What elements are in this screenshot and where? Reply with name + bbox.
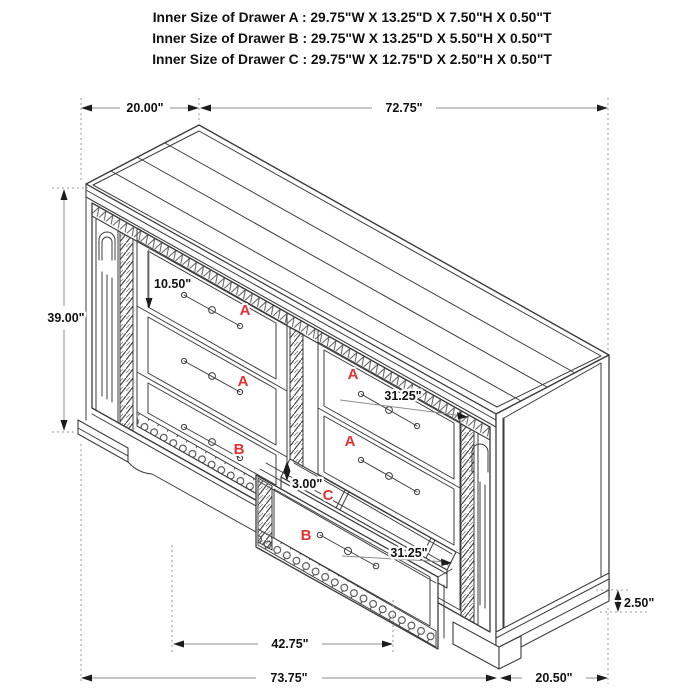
- label-drawer-b: B: [300, 527, 312, 544]
- label-drawer-a: A: [239, 302, 251, 319]
- dresser-drawing: [78, 125, 609, 669]
- dim-top-depth-value: 20.00": [126, 101, 164, 115]
- label-drawer-c: C: [322, 487, 334, 504]
- dim-drawer-c-height-value: 3.00": [292, 477, 323, 491]
- dim-base-height-value: 2.50": [624, 596, 655, 610]
- dim-drawer-width-top-value: 31.25": [384, 389, 422, 403]
- dim-top-width-value: 72.75": [385, 101, 423, 115]
- drawer-b-size-note: Inner Size of Drawer B : 29.75"W X 13.25"D X 5.50"H X 0.50"T: [152, 31, 552, 46]
- label-drawer-a: A: [344, 433, 356, 450]
- drawer-c-size-note: Inner Size of Drawer C : 29.75"W X 12.75"D X 2.50"H X 0.50"T: [152, 52, 552, 67]
- left-foot: [78, 420, 128, 462]
- dim-overall-width-value: 73.75": [270, 671, 308, 685]
- label-drawer-b: B: [233, 441, 245, 458]
- drawer-a-size-note: Inner Size of Drawer A : 29.75"W X 13.25"D X 7.50"H X 0.50"T: [152, 10, 552, 25]
- dim-apron-width-value: 42.75": [271, 637, 309, 651]
- carved-column-left: [120, 232, 133, 431]
- dim-drawer-front-height-value: 10.50": [154, 277, 192, 291]
- dim-overall-height: [47, 188, 88, 432]
- dim-overall-depth-value: 20.50": [535, 671, 573, 685]
- label-drawer-a: A: [237, 373, 249, 390]
- header-notes: [152, 10, 552, 67]
- dim-drawer-width-bottom-value: 31.25": [390, 546, 428, 560]
- dim-overall-height-value: 39.00": [47, 311, 85, 325]
- label-drawer-a: A: [347, 366, 359, 383]
